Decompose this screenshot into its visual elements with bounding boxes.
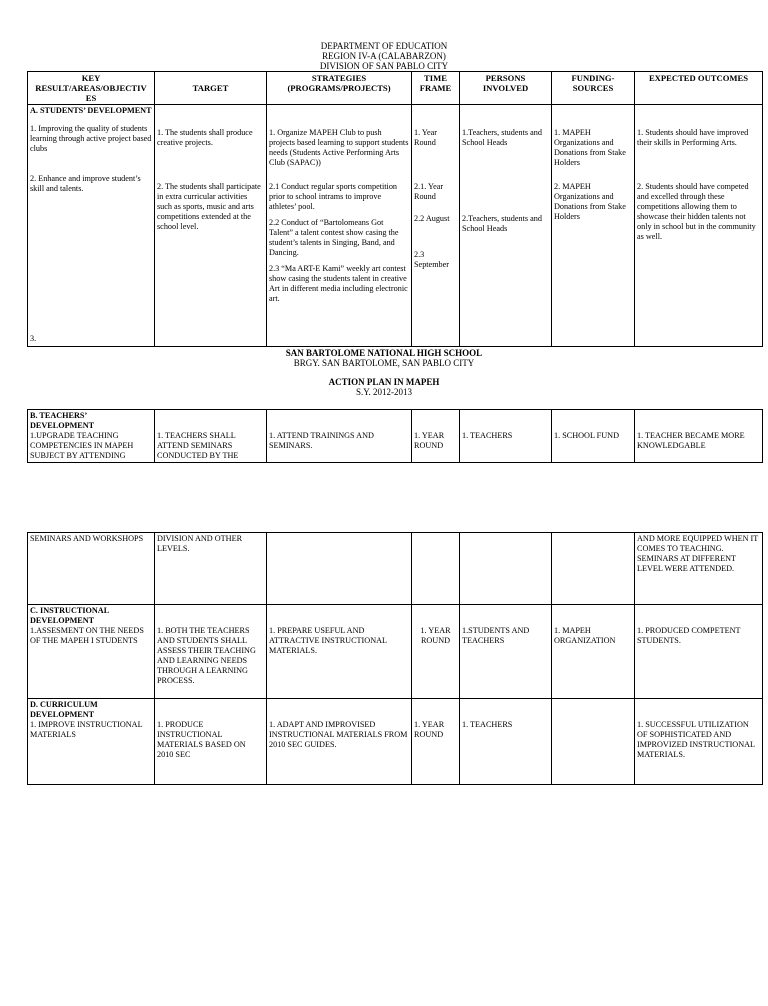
b-strategy-cont <box>267 533 412 605</box>
c1-outcome: 1. PRODUCED COMPETENT STUDENTS. <box>637 626 741 645</box>
a2-3-time: 2.3 September <box>414 250 450 269</box>
a2-key: 2. Enhance and improve student’s skill and talents. <box>30 174 141 193</box>
d1-target: 1. PRODUCE INSTRUCTIONAL MATERIALS BASED ON 2010 SEC <box>157 720 246 759</box>
a2-2-strategy: 2.2 Conduct of “Bartolomeans Got Talent” a talent contest show casing the student’s talents in Singing, Band, and Dancing. <box>269 218 399 257</box>
b1-key: 1.UPGRADE TEACHING COMPETENCIES IN MAPEH SUBJECT BY ATTENDING <box>30 431 134 460</box>
c-outcome <box>635 605 763 699</box>
d-strategy <box>267 699 412 785</box>
section-d-heading: D. CURRICULUM DEVELOPMENT <box>30 700 98 719</box>
a1-target: 1. The students shall produce creative projects. <box>157 128 253 147</box>
b-strategy <box>267 410 412 463</box>
a2-1-time: 2.1. Year Round <box>414 182 444 201</box>
c1-key: 1.ASSESMENT ON THE NEEDS OF THE MAPEH I STUDENTS <box>30 626 144 645</box>
col-time-header: TIME FRAME <box>412 72 460 105</box>
school-heading <box>0 348 768 397</box>
section-a-heading: A. STUDENTS’ DEVELOPMENT <box>30 106 152 115</box>
col-target-header: TARGET <box>155 72 267 105</box>
b1-target: 1. TEACHERS SHALL ATTEND SEMINARS CONDUCTED BY THE <box>157 431 239 460</box>
c-persons <box>460 605 552 699</box>
b-funding <box>552 410 635 463</box>
plan-title: ACTION PLAN IN MAPEH <box>328 377 440 387</box>
a1-outcome: 1. Students should have improved their skills in Performing Arts. <box>637 128 749 147</box>
section-a-strategies <box>267 105 412 347</box>
department-heading <box>0 41 768 71</box>
c-funding <box>552 605 635 699</box>
d1-persons: 1. TEACHERS <box>462 720 513 729</box>
a2-funding: 2. MAPEH Organizations and Donations from Stake Holders <box>554 182 626 221</box>
action-plan-table-1 <box>27 71 763 347</box>
section-a-target <box>155 105 267 347</box>
b-outcome-cont: AND MORE EQUIPPED WHEN IT COMES TO TEACHING. SEMINARS AT DIFFERENT LEVEL WERE ATTENDED. <box>635 533 763 605</box>
d-key <box>28 699 155 785</box>
a1-key: 1. Improving the quality of students learning through active project based clubs <box>30 124 152 153</box>
a1-persons: 1.Teachers, students and School Heads <box>462 128 542 147</box>
a2-outcome: 2. Students should have competed and excelled through these competitions allowing them to showcase their hidden talents not only in school but in the community as well. <box>637 182 756 241</box>
b1-outcome: 1. TEACHER BECAME MORE KNOWLEDGABLE <box>637 431 745 450</box>
col-key-header: KEY RESULT/AREAS/OBJECTIV ES <box>28 72 155 105</box>
col-strategies-header: STRATEGIES (PROGRAMS/PROJECTS) <box>267 72 412 105</box>
d-funding <box>552 699 635 785</box>
a2-persons: 2.Teachers, students and School Heads <box>462 214 542 233</box>
b-time <box>412 410 460 463</box>
a2-2-time: 2.2 August <box>414 214 450 223</box>
action-plan-table-3 <box>27 532 763 785</box>
section-a-key <box>28 105 155 347</box>
c1-funding: 1. MAPEH ORGANIZATION <box>554 626 616 645</box>
a1-strategy: 1. Organize MAPEH Club to push projects based learning to support students needs (Students Active Performing Arts Club (SAPAC)) <box>269 128 409 167</box>
a1-time: 1. Year Round <box>414 128 437 147</box>
b-persons-cont <box>460 533 552 605</box>
a2-3-strategy: 2.3 “Ma ART-E Kami” weekly art contest show casing the students talent in creative Art in different media including electronic art. <box>269 264 408 303</box>
b-time-cont <box>412 533 460 605</box>
section-a-outcomes <box>635 105 763 347</box>
region-line: REGION IV-A (CALABARZON) <box>322 51 446 61</box>
a2-1-strategy: 2.1 Conduct regular sports competition prior to school intrams to improve athletes’ pool. <box>269 182 398 211</box>
col-funding-header: FUNDING-SOURCES <box>552 72 635 105</box>
c1-persons: 1.STUDENTS AND TEACHERS <box>462 626 530 645</box>
d-time <box>412 699 460 785</box>
c-target <box>155 605 267 699</box>
school-address: BRGY. SAN BARTOLOME, SAN PABLO CITY <box>293 358 475 368</box>
school-year: S.Y. 2012-2013 <box>355 387 413 397</box>
b-funding-cont <box>552 533 635 605</box>
b-persons <box>460 410 552 463</box>
division-line: DIVISION OF SAN PABLO CITY <box>319 61 449 71</box>
section-a-persons <box>460 105 552 347</box>
d1-strategy: 1. ADAPT AND IMPROVISED INSTRUCTIONAL MATERIALS FROM 2010 SEC GUIDES. <box>269 720 408 749</box>
b1-funding: 1. SCHOOL FUND <box>554 431 619 440</box>
b-target <box>155 410 267 463</box>
d1-time: 1. YEAR ROUND <box>414 720 445 739</box>
d-target <box>155 699 267 785</box>
section-a-funding <box>552 105 635 347</box>
c1-time: 1. YEAR ROUND <box>420 626 451 645</box>
action-plan-table-2 <box>27 409 763 463</box>
d1-key: 1. IMPROVE INSTRUCTIONAL MATERIALS <box>30 720 143 739</box>
dept-line: DEPARTMENT OF EDUCATION <box>320 41 448 51</box>
col-persons-header: PERSONS INVOLVED <box>460 72 552 105</box>
c-time <box>412 605 460 699</box>
b-key <box>28 410 155 463</box>
section-c-heading: C. INSTRUCTIONAL DEVELOPMENT <box>30 606 109 625</box>
d1-outcome: 1. SUCCESSFUL UTILIZATION OF SOPHISTICATED AND IMPROVIZED INSTRUCTIONAL MATERIALS. <box>637 720 755 759</box>
c-key <box>28 605 155 699</box>
a2-target: 2. The students shall participate in extra curricular activities such as sports, music and arts competitions extended at the school level. <box>157 182 261 231</box>
a1-funding: 1. MAPEH Organizations and Donations from Stake Holders <box>554 128 626 167</box>
section-b-heading: B. TEACHERS’ DEVELOPMENT <box>30 411 95 430</box>
c-strategy <box>267 605 412 699</box>
b-target-cont: DIVISION AND OTHER LEVELS. <box>155 533 267 605</box>
b-outcome <box>635 410 763 463</box>
b-key-cont: SEMINARS AND WORKSHOPS <box>28 533 155 605</box>
d-persons <box>460 699 552 785</box>
c1-target: 1. BOTH THE TEACHERS AND STUDENTS SHALL ASSESS THEIR TEACHING AND LEARNING NEEDS THROUGH A LEARNING PROCESS. <box>157 626 256 685</box>
school-name: SAN BARTOLOME NATIONAL HIGH SCHOOL <box>285 348 483 358</box>
a3-key: 3. <box>30 334 37 343</box>
b1-persons: 1. TEACHERS <box>462 431 513 440</box>
b1-strategy: 1. ATTEND TRAININGS AND SEMINARS. <box>269 431 374 450</box>
b1-time: 1. YEAR ROUND <box>414 431 445 450</box>
c1-strategy: 1. PREPARE USEFUL AND ATTRACTIVE INSTRUCTIONAL MATERIALS. <box>269 626 387 655</box>
d-outcome <box>635 699 763 785</box>
col-outcomes-header: EXPECTED OUTCOMES <box>635 72 763 105</box>
section-a-time <box>412 105 460 347</box>
